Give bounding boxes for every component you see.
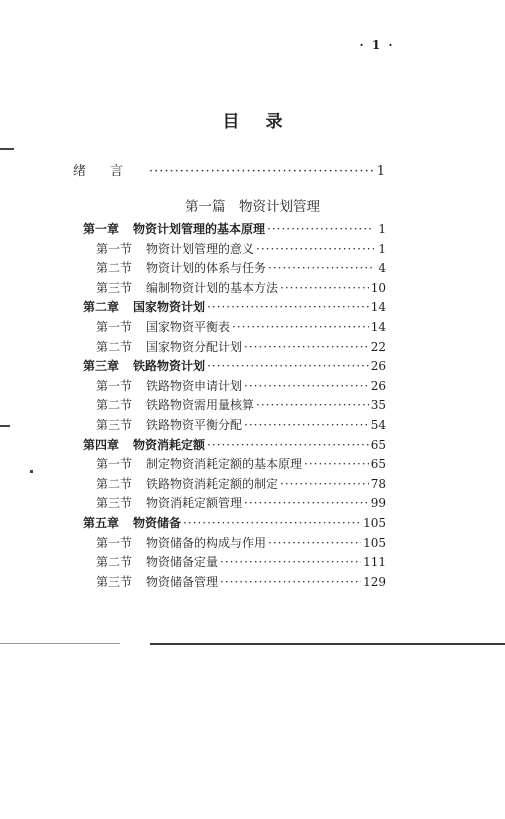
entry-title: 制定物资消耗定额的基本原理 <box>146 457 303 472</box>
entry-number: 第二节 <box>96 555 133 570</box>
entry-title: 铁路物资平衡分配 <box>146 417 243 432</box>
entry-title: 铁路物资需用量核算 <box>146 398 255 413</box>
entry-title: 物资储备的构成与作用 <box>146 535 267 550</box>
entry-number: 第四章 <box>83 437 120 452</box>
entry-title: 物资消耗定额 <box>133 437 206 452</box>
entry-page-number: 78 <box>370 476 386 491</box>
dot-leader <box>268 261 374 275</box>
entry-page-number: 99 <box>370 496 386 511</box>
entry-title: 国家物资平衡表 <box>146 319 231 334</box>
entry-page-number: 54 <box>370 417 386 432</box>
toc-heading: 目录 <box>222 112 309 132</box>
entry-page-number: 26 <box>370 378 386 393</box>
scan-mark <box>0 148 14 150</box>
entry-number: 第二章 <box>83 300 120 315</box>
entry-number: 第一节 <box>96 241 133 256</box>
toc-section-entry <box>83 416 386 436</box>
entry-number: 第二节 <box>96 261 133 276</box>
entry-title: 物资储备管理 <box>146 574 219 589</box>
entry-title: 物资储备 <box>133 515 182 530</box>
entry-page-number: 129 <box>363 574 386 589</box>
toc-chapter-entry <box>83 436 386 456</box>
entry-page-number: 14 <box>370 300 386 315</box>
dot-leader <box>256 242 374 256</box>
entry-page-number: 105 <box>363 535 386 550</box>
entry-number: 第三节 <box>96 417 133 432</box>
dot-leader <box>244 340 369 354</box>
entry-title: 物资消耗定额管理 <box>146 496 243 511</box>
entry-number: 第一节 <box>96 319 133 334</box>
entry-title: 编制物资计划的基本方法 <box>146 280 279 295</box>
entry-page-number: 35 <box>370 398 386 413</box>
entry-number: 第五章 <box>83 515 120 530</box>
dot-leader <box>256 398 369 412</box>
dot-leader <box>220 555 361 569</box>
toc-section-entry <box>83 494 386 514</box>
dot-leader <box>183 516 361 530</box>
dot-leader <box>207 359 369 373</box>
dot-leader <box>149 164 373 179</box>
entry-number: 第一节 <box>96 378 133 393</box>
page-number: · 1 · <box>359 38 395 52</box>
entry-title: 国家物资分配计划 <box>146 339 243 354</box>
scan-mark <box>0 425 10 427</box>
entry-number: 第一节 <box>96 457 133 472</box>
toc-chapter-entry <box>83 298 386 318</box>
entry-page-number: 14 <box>370 319 386 334</box>
entry-page-number: 1 <box>378 222 386 236</box>
dot-leader <box>268 536 361 550</box>
entry-number: 第二节 <box>96 339 133 354</box>
bottom-rule <box>150 643 505 645</box>
entry-number: 第三节 <box>96 574 133 589</box>
toc-chapter-entry <box>83 357 386 377</box>
toc-intro-entry <box>73 160 385 179</box>
toc-section-entry <box>83 475 386 495</box>
entry-page-number: 111 <box>363 555 386 570</box>
toc-chapter-entry <box>83 220 386 240</box>
entry-number: 第三节 <box>96 280 133 295</box>
dot-leader <box>207 438 369 452</box>
part-heading: 第一篇 物资计划管理 <box>185 199 320 215</box>
bottom-rule-left <box>0 643 120 644</box>
entry-page-number: 26 <box>370 359 386 374</box>
entry-page-number: 4 <box>378 261 386 276</box>
scan-mark <box>30 470 33 473</box>
toc-section-entry <box>83 455 386 475</box>
entry-title: 物资计划管理的意义 <box>146 241 255 256</box>
dot-leader <box>207 300 369 314</box>
entry-page-number: 22 <box>370 339 386 354</box>
dot-leader <box>280 281 369 295</box>
toc-section-entry <box>83 240 386 260</box>
entry-title: 物资计划管理的基本原理 <box>133 222 266 236</box>
entry-title: 铁路物资申请计划 <box>146 378 243 393</box>
toc-section-entry <box>83 573 386 593</box>
entry-title: 物资计划的体系与任务 <box>146 261 267 276</box>
dot-leader <box>280 477 369 491</box>
toc-section-entry <box>83 534 386 554</box>
dot-leader <box>267 222 374 236</box>
intro-title: 绪言 <box>73 164 148 179</box>
entry-number: 第一章 <box>83 222 120 236</box>
entry-page-number: 1 <box>378 241 386 256</box>
toc-section-entry <box>83 377 386 397</box>
toc-chapter-entry <box>83 514 386 534</box>
toc-section-entry <box>83 318 386 338</box>
toc-section-entry <box>83 279 386 299</box>
entry-number: 第二节 <box>96 476 133 491</box>
entry-number: 第二节 <box>96 398 133 413</box>
dot-leader <box>232 320 369 334</box>
entry-page-number: 65 <box>370 437 386 452</box>
toc-section-entry <box>83 396 386 416</box>
dot-leader <box>220 575 361 589</box>
entry-page-number: 65 <box>370 457 386 472</box>
entry-number: 第三章 <box>83 359 120 374</box>
entry-page-number: 10 <box>370 280 386 295</box>
toc-section-entry <box>83 338 386 358</box>
dot-leader <box>244 379 369 393</box>
toc-section-entry <box>83 553 386 573</box>
entry-title: 物资储备定量 <box>146 555 219 570</box>
entry-page-number: 105 <box>363 515 386 530</box>
entry-title: 铁路物资计划 <box>133 359 206 374</box>
intro-page-number: 1 <box>376 164 385 179</box>
entry-number: 第一节 <box>96 535 133 550</box>
dot-leader <box>304 457 369 471</box>
entry-title: 铁路物资消耗定额的制定 <box>146 476 279 491</box>
dot-leader <box>244 496 369 510</box>
toc-section-entry <box>83 259 386 279</box>
entry-number: 第三节 <box>96 496 133 511</box>
entry-title: 国家物资计划 <box>133 300 206 315</box>
dot-leader <box>244 418 369 432</box>
toc-list <box>83 220 386 592</box>
